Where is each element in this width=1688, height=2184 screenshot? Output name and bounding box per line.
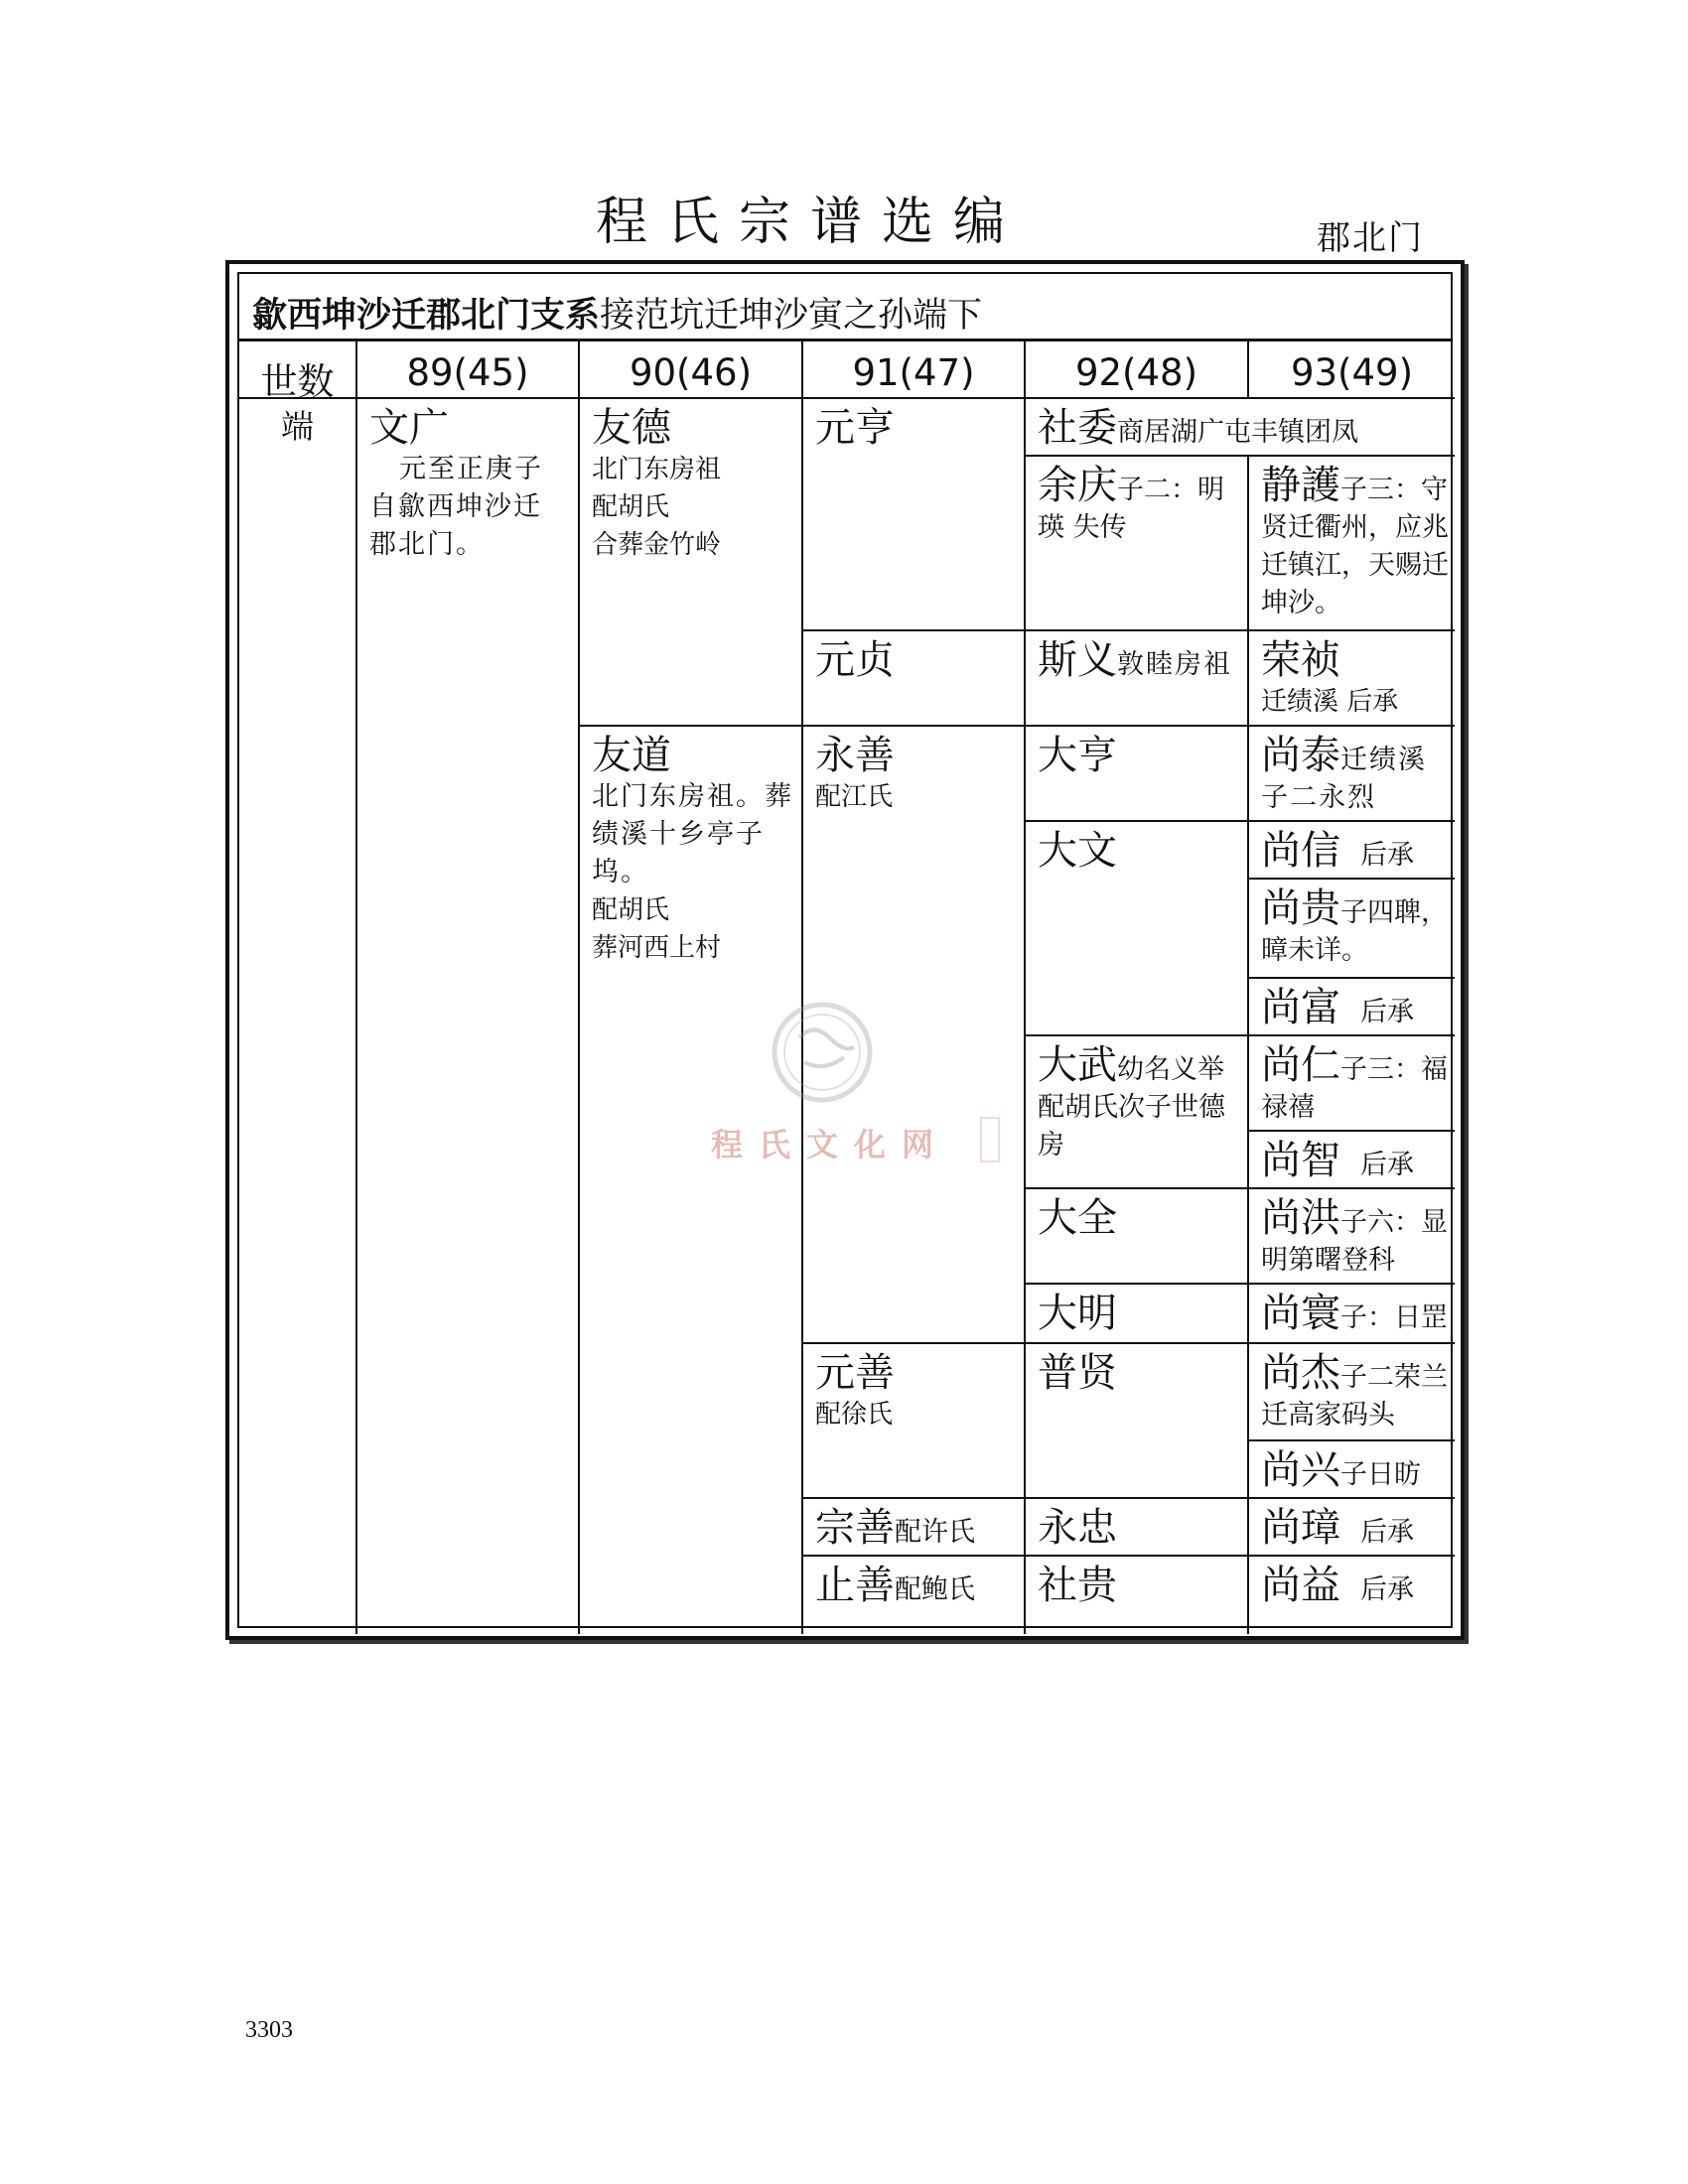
entry-name: 尚洪 xyxy=(1261,1195,1340,1241)
entry-note-1: 北门东房祖 xyxy=(592,455,722,484)
entry-note: 后承 xyxy=(1360,1517,1414,1548)
entry-dawu xyxy=(1026,1036,1249,1189)
entry-name: 尚贵 xyxy=(1261,886,1340,931)
entry-name: 静護 xyxy=(1261,463,1340,508)
page-number: 3303 xyxy=(245,2017,293,2043)
entry-name: 元亨 xyxy=(815,405,895,451)
entry-shewei xyxy=(1026,399,1455,457)
genealogy-table xyxy=(225,260,1465,1640)
entry-daming xyxy=(1026,1285,1249,1344)
entry-note: 配江氏 xyxy=(815,782,894,812)
entry-name: 止善 xyxy=(815,1563,895,1608)
entry-name: 大武 xyxy=(1038,1042,1117,1088)
entry-name: 大文 xyxy=(1038,828,1117,874)
section-label: 郡北门 xyxy=(1317,218,1424,258)
entry-name: 宗善 xyxy=(815,1505,895,1551)
page-title: 程氏宗谱选编 xyxy=(596,193,1026,252)
entry-name: 尚仁 xyxy=(1261,1042,1340,1088)
entry-note: 敦睦房祖 xyxy=(1117,649,1232,680)
entry-shanggui xyxy=(1249,880,1455,979)
entry-daheng xyxy=(1026,727,1249,822)
header-gen-89: 89(45) xyxy=(357,341,580,399)
entry-name: 友道 xyxy=(592,733,671,778)
entry-name: 尚寰 xyxy=(1261,1291,1340,1336)
entry-rongzhen xyxy=(1249,631,1455,727)
entry-name: 尚益 xyxy=(1261,1563,1340,1608)
entry-name: 荣祯 xyxy=(1261,637,1340,683)
entry-zongshan xyxy=(803,1499,1026,1557)
entry-name: 大明 xyxy=(1038,1291,1117,1336)
entry-shangzhi xyxy=(1249,1132,1455,1189)
entry-shangxing xyxy=(1249,1441,1455,1499)
entry-yuanheng xyxy=(803,399,1026,631)
entry-note: 子二：明瑛 失传 xyxy=(1038,475,1224,543)
entry-name: 端 xyxy=(281,407,314,446)
entry-shangxin xyxy=(1249,822,1455,880)
entry-name: 永善 xyxy=(815,733,895,778)
entry-shangren xyxy=(1249,1036,1455,1132)
entry-note: 后承 xyxy=(1360,840,1414,871)
entry-daquan xyxy=(1026,1189,1249,1285)
header-gen-92: 92(48) xyxy=(1026,341,1249,399)
entry-note: 配许氏 xyxy=(895,1517,975,1548)
entry-name: 元善 xyxy=(815,1350,895,1396)
entry-note: 子三：福禄禧 xyxy=(1261,1054,1448,1123)
entry-name: 尚璋 xyxy=(1261,1505,1340,1551)
entry-yuanshan xyxy=(803,1344,1026,1499)
header-generation-label: 世数 xyxy=(239,341,357,399)
entry-note: 元至正庚子自歙西坤沙迁郡北门。 xyxy=(369,454,543,560)
entry-note: 商居湖广屯丰镇团凤 xyxy=(1117,417,1358,448)
entry-name: 斯义 xyxy=(1038,637,1117,683)
entry-name: 永忠 xyxy=(1038,1505,1117,1551)
entry-note: 子三：守贤迁衢州，应兆迁镇江，天赐迁坤沙。 xyxy=(1261,475,1449,618)
entry-name: 大亨 xyxy=(1038,733,1117,778)
entry-name: 尚兴 xyxy=(1261,1447,1340,1493)
entry-name: 尚智 xyxy=(1261,1138,1340,1183)
entry-shangzhang xyxy=(1249,1499,1455,1557)
entry-note: 幼名义举配胡氏次子世德房 xyxy=(1038,1054,1225,1160)
entry-shegui xyxy=(1026,1557,1249,1634)
entry-puxian xyxy=(1026,1344,1249,1499)
entry-note-3: 合葬金竹岭 xyxy=(592,530,722,560)
entry-shanghuan xyxy=(1249,1285,1455,1344)
entry-duan xyxy=(239,399,357,1634)
entry-note: 后承 xyxy=(1360,997,1414,1027)
entry-note-1: 北门东房祖。葬绩溪十乡亭子坞。 xyxy=(592,781,793,887)
entry-name: 社委 xyxy=(1038,405,1117,451)
entry-wenguang xyxy=(357,399,580,1634)
entry-note: 配徐氏 xyxy=(815,1400,894,1430)
entry-name: 余庆 xyxy=(1038,463,1117,508)
header-gen-91: 91(47) xyxy=(803,341,1026,399)
entry-note: 子二荣兰迁高家码头 xyxy=(1261,1362,1448,1431)
header-gen-93: 93(49) xyxy=(1249,341,1455,399)
entry-yuanzhen xyxy=(803,631,1026,727)
entry-yongzhong xyxy=(1026,1499,1249,1557)
entry-name: 尚信 xyxy=(1261,828,1340,874)
header-gen-90: 90(46) xyxy=(580,341,803,399)
entry-name: 尚杰 xyxy=(1261,1350,1340,1396)
entry-dawen xyxy=(1026,822,1249,1036)
entry-note: 后承 xyxy=(1360,1574,1414,1605)
entry-note: 迁绩溪 后承 xyxy=(1261,687,1399,717)
entry-name: 尚富 xyxy=(1261,985,1340,1030)
entry-note: 迁绩溪子二永烈 xyxy=(1261,745,1427,813)
entry-shanghong xyxy=(1249,1189,1455,1285)
entry-note: 子四聛，暲未详。 xyxy=(1261,897,1448,966)
entry-name: 元贞 xyxy=(815,637,895,683)
entry-shangjie xyxy=(1249,1344,1455,1441)
entry-note-3: 葬河西上村 xyxy=(592,933,722,963)
entry-note: 后承 xyxy=(1360,1150,1414,1180)
entry-siyi xyxy=(1026,631,1249,727)
entry-note-2: 配胡氏 xyxy=(592,492,670,522)
watermark-text: 程氏文化网 xyxy=(711,1126,950,1163)
entry-name: 大全 xyxy=(1038,1195,1117,1241)
entry-note: 子：日罡 xyxy=(1340,1302,1448,1333)
table-inner-frame xyxy=(237,272,1453,1628)
entry-zhishan xyxy=(803,1557,1026,1634)
banner-title: 歙西坤沙迁郡北门支系 xyxy=(252,295,601,336)
entry-note: 子日昉 xyxy=(1340,1459,1421,1490)
entry-note: 配鲍氏 xyxy=(895,1574,975,1605)
entry-name: 尚泰 xyxy=(1261,733,1340,778)
entry-name: 文广 xyxy=(369,405,449,451)
entry-shangfu xyxy=(1249,979,1455,1036)
watermark-seal-icon xyxy=(705,993,1013,1201)
banner-subtitle: 接范坑迁坤沙寅之孙端下 xyxy=(600,296,983,336)
entry-name: 普贤 xyxy=(1038,1350,1117,1396)
table-banner xyxy=(239,274,1451,341)
entry-note-2: 配胡氏 xyxy=(592,895,670,925)
entry-yuqing xyxy=(1026,457,1249,631)
entry-note: 子六：显明第曙登科 xyxy=(1261,1207,1448,1276)
entry-youde xyxy=(580,399,803,727)
entry-jinghu xyxy=(1249,457,1455,631)
entry-name: 友德 xyxy=(592,405,671,451)
entry-shangyi xyxy=(1249,1557,1455,1634)
entry-shangtai xyxy=(1249,727,1455,822)
entry-name: 社贵 xyxy=(1038,1563,1117,1608)
